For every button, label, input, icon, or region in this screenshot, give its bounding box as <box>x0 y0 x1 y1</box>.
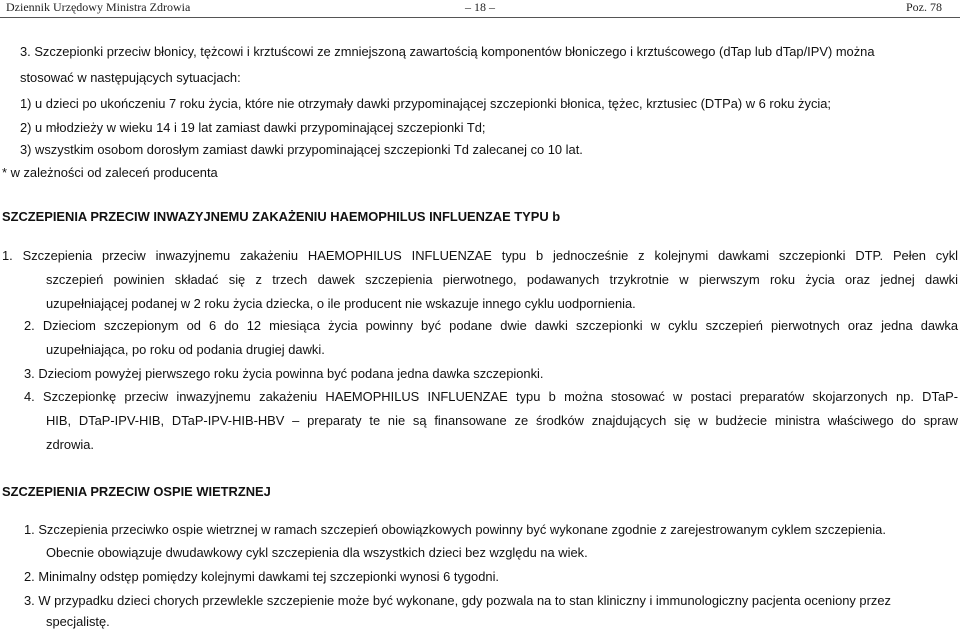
page-number: – 18 – <box>465 0 495 14</box>
position-number: Poz. 78 <box>906 0 942 14</box>
hib-paragraph-1-line-1: 1. Szczepienia przeciw inwazyjnemu zakażeniu HAEMOPHILUS INFLUENZAE typu b jednocześnie z kolejnymi dawkami szczepionki DTP. Pełen cykl <box>2 248 958 263</box>
footnote: * w zależności od zaleceń producenta <box>2 165 218 180</box>
sub-item-2: 2) u młodzieży w wieku 14 i 19 lat zamiast dawki przypominającej szczepionki Td; <box>20 120 486 135</box>
varicella-paragraph-1-line-1: 1. Szczepienia przeciwko ospie wietrznej w ramach szczepień obowiązkowych powinny być wykonane zgodnie z zarejestrowanym cyklem szczepienia. <box>24 522 886 537</box>
sub-item-1: 1) u dzieci po ukończeniu 7 roku życia, które nie otrzymały dawki przypominającej szczepionki błonica, tężec, krztusiec (DTPa) w 6 roku życia; <box>20 96 832 111</box>
hib-paragraph-3: 3. Dzieciom powyżej pierwszego roku życia powinna być podana jedna dawka szczepionki. <box>24 366 544 381</box>
sub-item-3: 3) wszystkim osobom dorosłym zamiast dawki przypominającej szczepionki Td zalecanej co 10 lat. <box>20 142 583 157</box>
header-rule <box>0 17 960 18</box>
varicella-paragraph-3-line-2: specjalistę. <box>46 614 110 629</box>
item-3-line-2: stosować w następujących sytuacjach: <box>20 70 241 85</box>
item-3-line-1: 3. Szczepionki przeciw błonicy, tężcowi i krztuścowi ze zmniejszoną zawartością komponentów błoniczego i krztuścowego (dTap lub dTap/IPV) można <box>20 44 875 59</box>
page-header <box>0 0 960 17</box>
hib-paragraph-4-line-1: 4. Szczepionkę przeciw inwazyjnemu zakażeniu HAEMOPHILUS INFLUENZAE typu b można stosować w postaci preparatów skojarzonych np. DTaP- <box>24 389 958 404</box>
varicella-paragraph-2: 2. Minimalny odstęp pomiędzy kolejnymi dawkami tej szczepionki wynosi 6 tygodni. <box>24 569 500 584</box>
hib-paragraph-1-line-3: uzupełniającej podanej w 2 roku życia dziecka, o ile producent nie wskazuje innego cyklu uodpornienia. <box>46 296 636 311</box>
section-heading-hib: SZCZEPIENIA PRZECIW INWAZYJNEMU ZAKAŻENIU HAEMOPHILUS INFLUENZAE TYPU b <box>2 209 561 224</box>
journal-title: Dziennik Urzędowy Ministra Zdrowia <box>6 0 191 14</box>
hib-paragraph-2-line-1: 2. Dzieciom szczepionym od 6 do 12 miesiąca życia powinny być podane dwie dawki szczepionki w cyklu szczepień pierwotnych oraz jedna dawka <box>24 318 958 333</box>
hib-paragraph-1-line-2: szczepień powinien składać się z trzech dawek szczepienia pierwotnego, podawanych trzykrotnie w pierwszym roku życia oraz jednej dawki <box>46 272 958 287</box>
varicella-paragraph-1-line-2: Obecnie obowiązuje dwudawkowy cykl szczepienia dla wszystkich dzieci bez względu na wiek. <box>46 545 588 560</box>
varicella-paragraph-3-line-1: 3. W przypadku dzieci chorych przewlekle szczepienie może być wykonane, gdy pozwala na to stan kliniczny i immunologiczny pacjenta oceniony przez <box>24 593 891 608</box>
section-heading-varicella: SZCZEPIENIA PRZECIW OSPIE WIETRZNEJ <box>2 484 271 499</box>
hib-paragraph-2-line-2: uzupełniająca, po roku od podania drugiej dawki. <box>46 342 325 357</box>
hib-paragraph-4-line-2: HIB, DTaP-IPV-HIB, DTaP-IPV-HIB-HBV – preparaty te nie są finansowane ze środków znajdujących się w budżecie ministra właściwego do spraw <box>46 413 958 428</box>
hib-paragraph-4-line-3: zdrowia. <box>46 437 94 452</box>
